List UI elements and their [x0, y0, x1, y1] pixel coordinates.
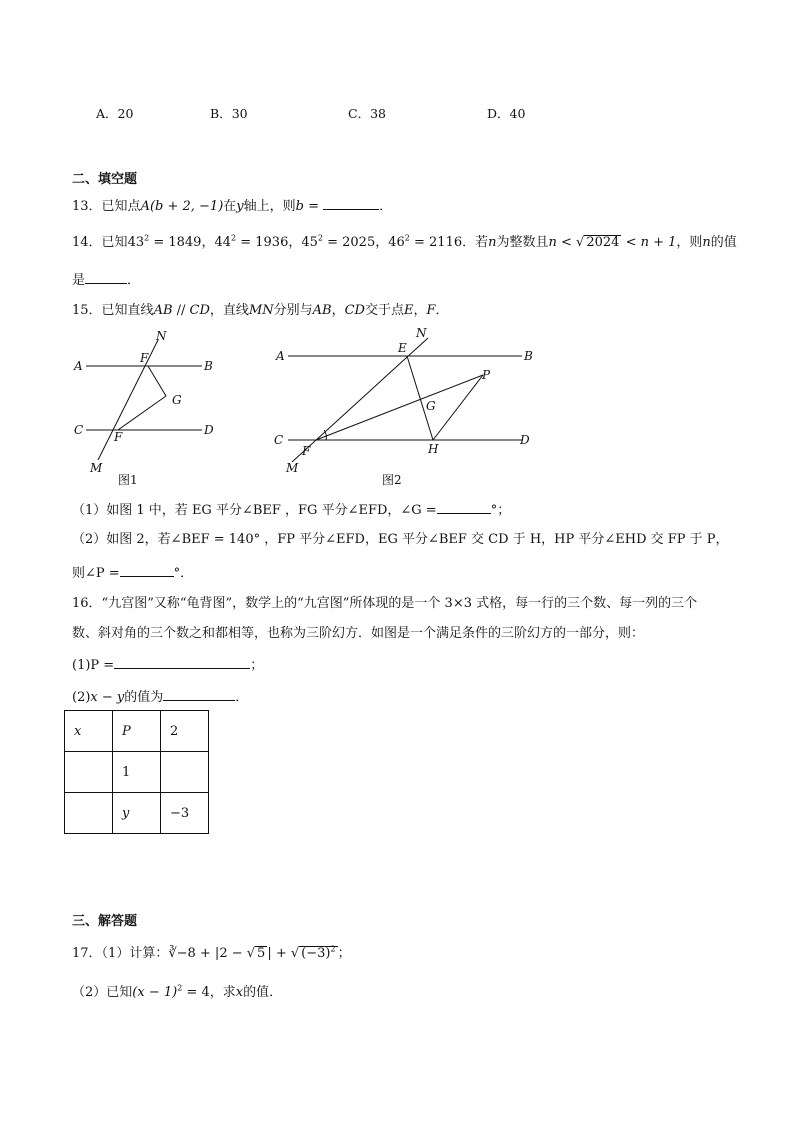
label-b: B	[204, 359, 213, 373]
label-p: P	[482, 368, 491, 382]
label-g: G	[172, 393, 182, 407]
label-a: A	[276, 349, 285, 363]
answer-blank-16-1[interactable]	[114, 656, 250, 669]
question-17-part-2: （2）已知$(x - 1)^2 = 4$，求x的值．	[72, 983, 283, 1000]
label-n: N	[156, 329, 167, 343]
label-m: M	[90, 461, 103, 475]
figure-1-diagram	[70, 326, 230, 488]
section-heading-solutions: 三、解答题	[72, 914, 138, 929]
table-row	[65, 752, 209, 793]
question-16-part-1: (1)P = ；	[72, 658, 264, 673]
question-16-part-2: (2)x − y的值为 ．	[72, 690, 249, 705]
label-h: H	[428, 442, 439, 456]
label-m: M	[286, 461, 299, 475]
question-15-part-2-line2: 则∠P = °．	[72, 566, 194, 581]
label-e: E	[398, 341, 407, 355]
table-cell	[65, 752, 113, 793]
segment-fg-2	[118, 396, 166, 430]
table-row	[65, 711, 209, 752]
label-f-top: F	[140, 351, 149, 365]
figure-2-diagram	[270, 322, 540, 490]
section-heading-fill-in: 二、填空题	[72, 172, 138, 187]
answer-blank-16-2[interactable]	[163, 688, 235, 701]
answer-blank-15-1[interactable]	[437, 501, 491, 514]
segment-fg-1	[148, 366, 166, 396]
label-n: N	[416, 326, 427, 340]
question-14-line2: 是 ．	[72, 273, 141, 288]
table-cell: x	[65, 711, 113, 752]
label-f-bottom: F	[114, 430, 123, 444]
label-g: G	[426, 399, 436, 413]
label-a: A	[74, 359, 83, 373]
option-b: B．30	[210, 106, 248, 121]
table-cell	[161, 752, 209, 793]
magic-square-table	[64, 710, 209, 834]
table-cell: y	[113, 793, 161, 834]
line-mn	[98, 340, 158, 460]
option-c: C．38	[348, 106, 386, 121]
question-16: 16．“九宫图”又称“龟背图”，数学上的“九宫图”所体现的是一个 3×3 式格，每一行的三个数、每一列的三个	[72, 596, 698, 611]
label-d: D	[520, 433, 530, 447]
table-cell: −3	[161, 793, 209, 834]
answer-blank-13[interactable]	[323, 197, 379, 210]
table-cell: 1	[113, 752, 161, 793]
label-c: C	[74, 423, 84, 437]
figure-2-caption: 图2	[382, 473, 402, 487]
table-cell	[65, 793, 113, 834]
label-c: C	[274, 433, 284, 447]
table-row	[65, 793, 209, 834]
question-17-part-1: 17．（1）计算：∛−8 + |2 − √ 5 | + √ $(-3)^2$ ；	[72, 944, 351, 961]
question-15-part-1: （1）如图 1 中，若 EG 平分∠BEF ，FG 平分∠EFD，∠G = °；	[72, 503, 511, 518]
question-15-part-2: （2）如图 2，若∠BEF = 140° ，FP 平分∠EFD，EG 平分∠BEF 交 CD 于 H，HP 平分∠EHD 交 FP 于 P，	[72, 532, 729, 547]
question-13: 13．已知点A(b + 2, −1)在y轴上，则b = ．	[72, 199, 393, 214]
table-cell: 2	[161, 711, 209, 752]
question-15: 15．已知直线AB // CD，直线MN分别与AB，CD交于点E，F．	[72, 303, 449, 318]
segment-eh	[407, 356, 433, 440]
figure-1-caption: 图1	[118, 473, 138, 487]
question-16-line2: 数、斜对角的三个数之和都相等，也称为三阶幻方．如图是一个满足条件的三阶幻方的一部分，则：	[72, 626, 645, 641]
table-cell: P	[113, 711, 161, 752]
question-14: 14．已知$43^2 = 1849$，$44^2 = 1936$，$45^2 = 2025$，$46^2 = 2116$．若n为整数且n < √ 2024 < n + 1，则n的值	[72, 233, 737, 250]
answer-blank-15-2[interactable]	[120, 564, 174, 577]
label-b: B	[524, 349, 533, 363]
label-d: D	[204, 423, 214, 437]
option-d: D．40	[487, 106, 526, 121]
label-f: F	[302, 444, 311, 458]
answer-blank-14[interactable]	[85, 271, 127, 284]
option-a: A．20	[96, 106, 134, 121]
